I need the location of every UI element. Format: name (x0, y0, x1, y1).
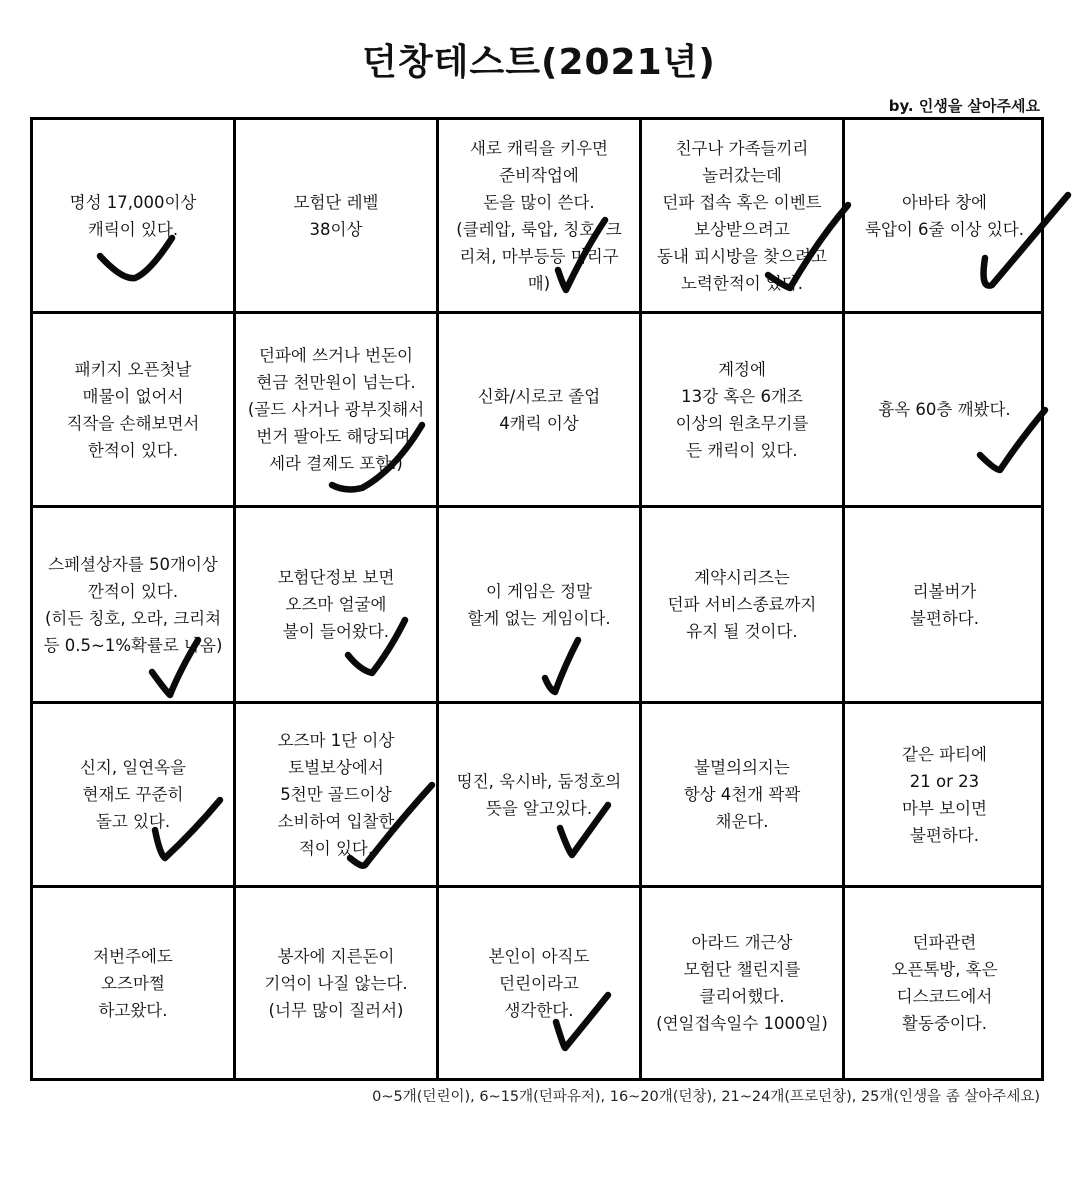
score-legend: 0~5개(던린이), 6~15개(던파유저), 16~20개(던창), 21~24개(프로던창), 25개(인생을 좀 살아주세요) (372, 1089, 1040, 1105)
bingo-cell (642, 888, 845, 1078)
bingo-cell-text: 모험단정보 보면 오즈마 얼굴에 불이 들어왔다. (277, 568, 395, 641)
bingo-cell (33, 120, 236, 314)
bingo-cell-text: 던파에 쓰거나 번돈이 현금 천만원이 넘는다. (골드 사거나 광부짓해서 번거 팔아도 해당되며, 세라 결제도 포함.) (247, 346, 425, 473)
bingo-cell (845, 704, 1044, 888)
bingo-cell (33, 888, 236, 1078)
bingo-cell-text: 던파관련 오픈톡방, 혹은 디스코드에서 활동중이다. (891, 933, 998, 1033)
bingo-cell-text: 저번주에도 오즈마쩔 하고왔다. (93, 946, 173, 1020)
bingo-cell (33, 508, 236, 704)
bingo-cell-text: 신지, 일연옥을 현재도 꾸준히 돌고 있다. (79, 758, 187, 831)
bingo-cell-text: 띵진, 욱시바, 둠정호의 뜻을 알고있다. (456, 771, 622, 818)
bingo-cell-text: 신화/시로코 졸업 4캐릭 이상 (477, 386, 601, 433)
bingo-cell (642, 314, 845, 508)
bingo-cell (439, 888, 642, 1078)
bingo-row (33, 888, 1041, 1078)
bingo-cell-text: 오즈마 1단 이상 토벌보상에서 5천만 골드이상 소비하여 입찰한 적이 있다. (277, 731, 395, 858)
bingo-cell-text: 리볼버가 불편하다. (909, 581, 979, 628)
bingo-cell-text: 친구나 가족들끼리 놀러갔는데 던파 접속 혹은 이벤트 보상받으려고 동내 피시방을 찾으려고 노력한적이 있다. (657, 138, 827, 293)
bingo-cell (642, 704, 845, 888)
bingo-cell-text: 계약시리즈는 던파 서비스종료까지 유지 될 것이다. (667, 568, 817, 641)
bingo-cell-text: 계정에 13강 혹은 6개조 이상의 원초무기를 든 캐릭이 있다. (675, 359, 809, 460)
bingo-cell (845, 508, 1044, 704)
bingo-cell-text: 아바타 창에 룩압이 6줄 이상 있다. (865, 192, 1024, 239)
bingo-cell-text: 아라드 개근상 모험단 챌린지를 클리어했다. (연일접속일수 1000일) (656, 933, 828, 1033)
bingo-cell (439, 314, 642, 508)
bingo-cell (439, 508, 642, 704)
bingo-cell-text: 같은 파티에 21 or 23 마부 보이면 불편하다. (902, 744, 987, 845)
page-title: 던창테스트(2021년) (362, 42, 716, 83)
bingo-cell (642, 508, 845, 704)
bingo-cell-text: 모험단 레벨 38이상 (293, 192, 379, 239)
byline: by. 인생을 살아주세요 (888, 97, 1040, 115)
bingo-board (30, 117, 1044, 1081)
bingo-cell-text: 불멸의의지는 항상 4천개 꽉꽉 채운다. (683, 758, 801, 831)
bingo-row (33, 314, 1041, 508)
bingo-cell (439, 120, 642, 314)
bingo-cell-text: 봉자에 지른돈이 기억이 나질 않는다. (너무 많이 질러서) (264, 946, 408, 1020)
bingo-cell (845, 888, 1044, 1078)
bingo-cell (236, 888, 439, 1078)
bingo-cell-text: 스페셜상자를 50개이상 깐적이 있다. (히든 칭호, 오라, 크리쳐 등 0.5~1%확률로 나옴) (43, 554, 223, 655)
bingo-cell-text: 이 게임은 정말 할게 없는 게임이다. (467, 581, 611, 628)
bingo-cell (33, 704, 236, 888)
bingo-cell (845, 314, 1044, 508)
bingo-cell-text: 흉옥 60층 깨봤다. (878, 400, 1011, 419)
bingo-cell-text: 새로 캐릭을 키우면 준비작업에 돈을 많이 쓴다. (클레압, 룩압, 칭호, 크 리쳐, 마부등등 미리구 매) (456, 138, 622, 293)
bingo-cell (33, 314, 236, 508)
bingo-cell (439, 704, 642, 888)
bingo-cell-text: 명성 17,000이상 캐릭이 있다. (69, 192, 197, 239)
bingo-cell (236, 314, 439, 508)
bingo-cell (845, 120, 1044, 314)
bingo-cell (236, 120, 439, 314)
bingo-cell (236, 704, 439, 888)
bingo-cell-text: 패키지 오픈첫날 매물이 없어서 직작을 손해보면서 한적이 있다. (66, 359, 200, 460)
bingo-cell (642, 120, 845, 314)
bingo-row (33, 120, 1041, 314)
bingo-cell (236, 508, 439, 704)
bingo-row (33, 508, 1041, 704)
bingo-cell-text: 본인이 아직도 던린이라고 생각한다. (488, 946, 590, 1020)
bingo-row (33, 704, 1041, 888)
